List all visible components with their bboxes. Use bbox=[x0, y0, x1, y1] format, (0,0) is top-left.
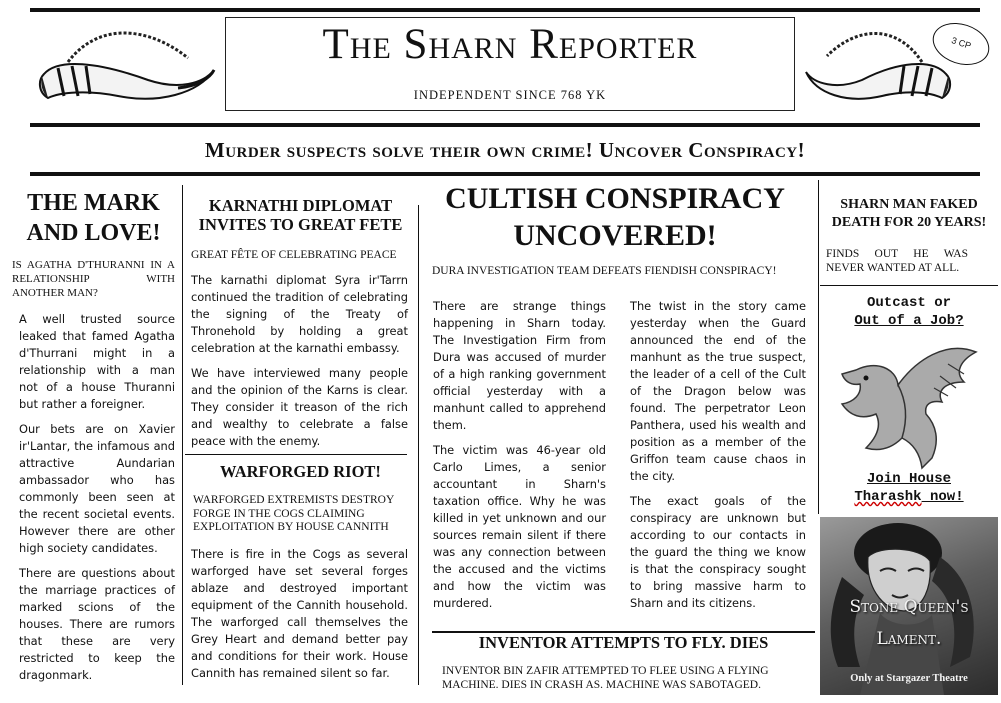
theatre-ad-note: Only at Stargazer Theatre bbox=[850, 673, 968, 684]
conspiracy-paragraph-4: The exact goals of the conspiracy are unknown but according to our contacts in the guard the thing we know is that the conspiracy sought to bring massive harm to Sharn and its citizens. bbox=[630, 494, 806, 610]
sharn-man-body: FINDS OUT HE WAS NEVER WANTED AT ALL. bbox=[826, 248, 968, 274]
column-divider-2 bbox=[418, 205, 419, 685]
tharashk-ad-cta-2 bbox=[820, 488, 998, 506]
mark-love-paragraph-3: There are questions about the marriage practices of marked scions of the houses. There are rumors that these are very restricted to keep the dragonmark. bbox=[19, 566, 175, 682]
front-banner: Murder suspects solve their own crime! Uncover Conspiracy! bbox=[204, 138, 806, 162]
conspiracy-headline: CULTISH CONSPIRACY UNCOVERED! bbox=[445, 182, 785, 252]
theatre-ad bbox=[820, 517, 998, 695]
conspiracy-subhead: DURA INVESTIGATION TEAM DEFEATS FIENDISH CONSPIRACY! bbox=[432, 265, 777, 277]
mark-love-paragraph-2: Our bets are on Xavier ir'Lantar, the infamous and attractive Aundarian ambassador who has commonly been seen at the recent societal events. However there are other high society candidates. bbox=[19, 422, 175, 555]
theatre-ad-title-1: Stone Queen's bbox=[849, 597, 969, 617]
mark-love-body bbox=[19, 311, 175, 684]
conspiracy-paragraph-1: There are strange things happening in Sharn today. The Investigation Firm from Dura was accused of murder of a high ranking government official yesterday with a manhunt called to apprehend them. bbox=[433, 299, 606, 432]
inventor-headline: INVENTOR ATTEMPTS TO FLY. DIES bbox=[478, 633, 769, 652]
top-rule bbox=[30, 8, 980, 12]
column-divider-1 bbox=[182, 185, 183, 685]
diplomat-subhead: GREAT FÊTE OF CELEBRATING PEACE bbox=[191, 249, 397, 261]
masthead-rule-2 bbox=[30, 172, 980, 176]
newspaper-subtitle: INDEPENDENT SINCE 768 YK bbox=[413, 88, 607, 102]
conspiracy-column-2 bbox=[630, 298, 806, 612]
mark-love-headline: THE MARK AND LOVE! bbox=[26, 190, 161, 246]
diplomat-paragraph-1: The karnathi diplomat Syra ir'Tarrn continued the tradition of celebrating the signing of the Treaty of Thronehold by holding a great celebration at the karnathi embassy. bbox=[191, 273, 408, 355]
newspaper-title: The Sharn Reporter bbox=[322, 21, 698, 68]
warforged-body: There is fire in the Cogs as several warforged have set several forges ablaze and destroyed important equipment of the Cannith household. The warforged call themselves the Grey Heart and demand better pay and conditions for their work. House Cannith has remained silent so far. bbox=[191, 547, 408, 680]
drinking-horn-right-icon bbox=[802, 22, 952, 104]
conspiracy-paragraph-2: The victim was 46-year old Carlo Limes, a senior accountant in Sharn's taxation office. Why he was killed in yet unknown and our sources remain silent if there was any connection between the accused and the victims and how the victim was murdered. bbox=[433, 443, 606, 610]
conspiracy-column-1 bbox=[433, 298, 606, 612]
diplomat-headline: KARNATHI DIPLOMAT INVITES TO GREAT FETE bbox=[198, 196, 403, 234]
theatre-ad-title-2: Lament. bbox=[876, 629, 942, 649]
drinking-horn-left-icon bbox=[38, 22, 218, 104]
warforged-subhead: WARFORGED EXTREMISTS DESTROY FORGE IN THE COGS CLAIMING EXPLOITATION BY HOUSE CANNITH bbox=[193, 494, 394, 533]
mark-love-paragraph-1: A well trusted source leaked that famed Agatha d'Thurrani might in a relationship with a man not of a house Thuranni but rather a foreigner. bbox=[19, 312, 175, 411]
warforged-divider bbox=[185, 454, 407, 455]
tharashk-ad-line-1: Outcast or bbox=[866, 295, 951, 311]
sharn-man-headline: SHARN MAN FAKED DEATH FOR 20 YEARS! bbox=[831, 197, 987, 230]
tharashk-ad-cta-1: Join House bbox=[866, 471, 951, 487]
diplomat-paragraph-2: We have interviewed many people and the opinion of the Karns is clear. They consider it treason of the rich and wealthy to celebrate a false peace with the enemy. bbox=[191, 366, 408, 448]
masthead-rule-1 bbox=[30, 123, 980, 127]
inventor-subhead: INVENTOR BIN ZAFIR ATTEMPTED TO FLEE USING A FLYING MACHINE. DIES IN CRASH AS. MACHINE WAS SABOTAGED. bbox=[442, 665, 769, 691]
ad-divider bbox=[820, 285, 998, 286]
conspiracy-paragraph-3: The twist in the story came yesterday when the Guard announced the end of the manhunt as the true suspect, the leader of a cell of the Cult of the Dragon below was found. The perpetrator Leon Panthera, used his wealth and position as a member of the Griffon team cause chaos in the city. bbox=[630, 299, 806, 483]
dragon-emblem-icon bbox=[836, 330, 986, 475]
mark-love-subhead: IS AGATHA D'THURANNI IN A RELATIONSHIP WITH ANOTHER MAN? bbox=[12, 259, 175, 299]
tharashk-ad-line-2: Out of a Job? bbox=[854, 313, 964, 329]
tharashk-now: now! bbox=[921, 489, 964, 505]
tharashk-name: Tharashk bbox=[854, 489, 922, 505]
price-badge: 3 CP bbox=[927, 16, 995, 72]
diplomat-body bbox=[191, 272, 408, 450]
column-divider-3 bbox=[818, 180, 819, 514]
warforged-headline: WARFORGED RIOT! bbox=[220, 462, 381, 481]
